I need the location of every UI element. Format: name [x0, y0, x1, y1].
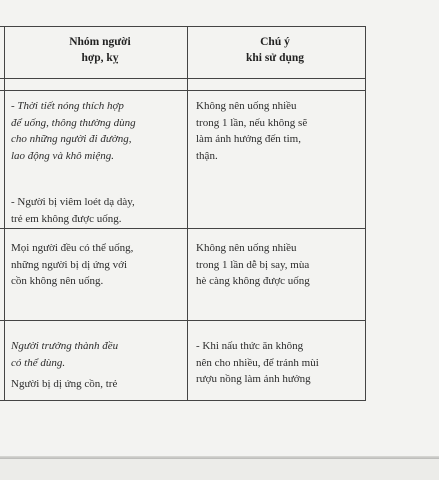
table-border-top: [0, 26, 366, 27]
text-line: Không nên uống nhiều: [196, 100, 297, 112]
text-line: - Người bị viêm loét dạ dày,: [11, 196, 135, 208]
text-line: - Thời tiết nóng thích hợp: [11, 100, 124, 112]
text-line: rượu nồng làm ảnh hưởng: [196, 373, 311, 385]
text-line: làm ảnh hưởng đến tim,: [196, 133, 301, 145]
row1-groups-suitable: [11, 98, 183, 164]
header-line: khi sử dụng: [245, 52, 305, 64]
text-line: - Khi nấu thức ăn không: [196, 340, 304, 352]
row1-groups-avoid: [11, 194, 183, 227]
column-header-notes: [200, 34, 350, 66]
row2-notes: [196, 240, 361, 290]
text-line: Không nên uống nhiều: [196, 242, 297, 254]
text-line: cho những người đi đường,: [11, 133, 132, 145]
text-line: lao động và khô miệng.: [11, 149, 114, 162]
text-line: trẻ em không được uống.: [11, 212, 122, 225]
page-margin: [0, 459, 439, 480]
row1-notes: [196, 98, 361, 164]
table-row-divider: [0, 228, 366, 229]
text-line: trong 1 lần, nếu không sẽ: [196, 116, 308, 129]
text-line: nên cho nhiều, để tránh mùi: [196, 356, 319, 369]
text-line: cồn không nên uống.: [11, 275, 104, 287]
text-line: Người trưởng thành đều: [11, 340, 119, 352]
row2-groups: [11, 240, 183, 290]
table-border-bottom: [0, 400, 366, 401]
text-line: Người bị dị ứng cồn, trẻ: [11, 378, 118, 390]
row3-groups-suitable: [11, 338, 183, 371]
table-border-left: [4, 26, 5, 401]
text-line: thận.: [196, 149, 218, 162]
table-column-divider: [187, 26, 188, 401]
table-border-right: [365, 26, 366, 401]
header-line: hợp, kỵ: [81, 52, 119, 64]
row3-notes: [196, 338, 361, 388]
row3-groups-avoid: [11, 376, 183, 393]
column-header-groups: [30, 34, 170, 66]
table-row-divider: [0, 90, 366, 91]
table-row-divider: [0, 320, 366, 321]
text-line: hè càng không được uống: [196, 275, 310, 287]
table-header-divider: [0, 78, 366, 79]
header-line: Chú ý: [260, 36, 290, 48]
text-line: để uống, thông thường dùng: [11, 116, 136, 129]
text-line: Mọi người đều có thể uống,: [11, 242, 134, 254]
text-line: có thể dùng.: [11, 356, 66, 369]
header-line: Nhóm người: [69, 36, 131, 48]
text-line: những người bị dị ứng với: [11, 258, 127, 271]
text-line: trong 1 lần dễ bị say, mùa: [196, 258, 310, 271]
